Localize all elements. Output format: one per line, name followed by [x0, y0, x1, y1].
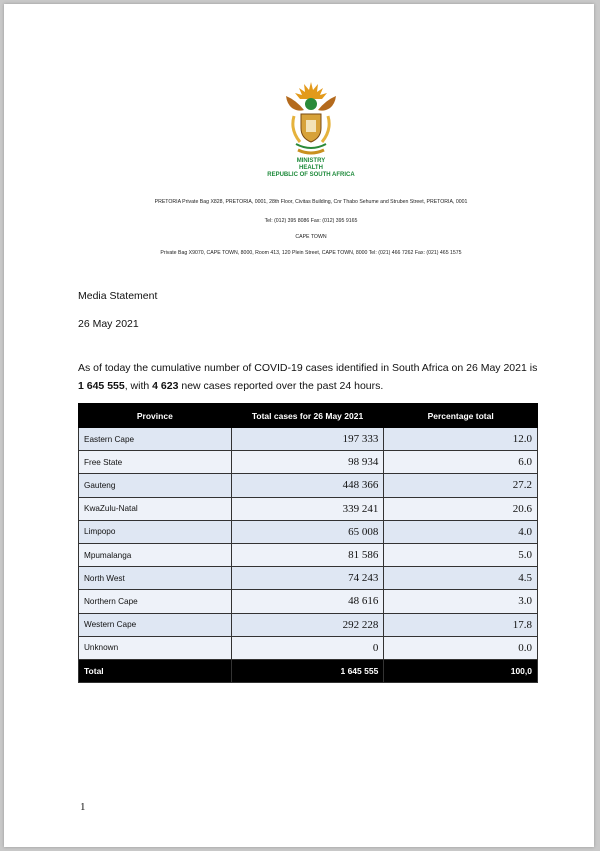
cases-cell: 292 228 [231, 613, 384, 636]
table-total-row [79, 659, 538, 682]
province-cell: KwaZulu-Natal [79, 497, 232, 520]
province-cases-table [78, 403, 538, 683]
cases-cell: 98 934 [231, 451, 384, 474]
table-row [79, 543, 538, 566]
percentage-cell: 3.0 [384, 590, 538, 613]
address-line: Private Bag X9070, CAPE TOWN, 8000, Room 413, 120 Plein Street, CAPE TOWN, 8000 Tel: (021) 466 7262 Fax: (021) 465 1575 [160, 250, 462, 256]
province-cell: Free State [79, 451, 232, 474]
ministry-name-line: HEALTH [299, 165, 323, 171]
total-percentage-cell: 100,0 [384, 659, 538, 682]
cases-cell: 339 241 [231, 497, 384, 520]
city-line: CAPE TOWN [295, 234, 327, 240]
table-row [79, 451, 538, 474]
intro-text-fragment: new cases reported over the past 24 hours. [178, 380, 384, 392]
page-number: 1 [80, 801, 86, 813]
percentage-cell: 4.0 [384, 520, 538, 543]
province-cell: Eastern Cape [79, 428, 232, 451]
table-row [79, 520, 538, 543]
percentage-cell: 5.0 [384, 543, 538, 566]
cases-cell: 448 366 [231, 474, 384, 497]
cases-cell: 0 [231, 636, 384, 659]
column-header-province: Province [79, 404, 232, 428]
province-cell: Northern Cape [79, 590, 232, 613]
table-header-row [79, 404, 538, 428]
percentage-cell: 12.0 [384, 428, 538, 451]
province-cell: Mpumalanga [79, 543, 232, 566]
cases-cell: 65 008 [231, 520, 384, 543]
intro-paragraph-line: As of today the cumulative number of COVID-19 cases identified in South Africa on 26 May 2021 is [78, 362, 538, 374]
total-cases-cell: 1 645 555 [231, 659, 384, 682]
table-row [79, 613, 538, 636]
cases-cell: 197 333 [231, 428, 384, 451]
address-line: PRETORIA Private Bag X828, PRETORIA, 0001, 28th Floor, Civitas Building, Cnr Thabo Sehume and Struben Street, PRETORIA, 0001 [154, 199, 468, 205]
province-cell: Limpopo [79, 520, 232, 543]
total-cases-value: 1 645 555 [78, 380, 125, 392]
percentage-cell: 4.5 [384, 567, 538, 590]
province-cell: Unknown [79, 636, 232, 659]
province-cell: Western Cape [79, 613, 232, 636]
table-row [79, 428, 538, 451]
intro-text-fragment: , with [124, 380, 153, 392]
column-header-percentage: Percentage total [384, 404, 538, 428]
percentage-cell: 0.0 [384, 636, 538, 659]
intro-paragraph-line [78, 380, 383, 392]
cases-cell: 74 243 [231, 567, 384, 590]
new-cases-value: 4 623 [152, 380, 179, 392]
percentage-cell: 27.2 [384, 474, 538, 497]
document-date: 26 May 2021 [78, 318, 139, 330]
percentage-cell: 20.6 [384, 497, 538, 520]
province-cell: North West [79, 567, 232, 590]
document-page [4, 4, 594, 847]
table-row [79, 636, 538, 659]
phone-fax-line: Tel: (012) 395 8086 Fax: (012) 395 9165 [264, 218, 358, 224]
table-row [79, 474, 538, 497]
ministry-name-line: REPUBLIC OF SOUTH AFRICA [267, 172, 355, 178]
table-row [79, 497, 538, 520]
percentage-cell: 17.8 [384, 613, 538, 636]
table-row [79, 590, 538, 613]
table-row [79, 567, 538, 590]
total-label-cell: Total [79, 659, 232, 682]
document-type: Media Statement [78, 290, 158, 302]
province-cell: Gauteng [79, 474, 232, 497]
ministry-name-line: MINISTRY [296, 158, 326, 164]
cases-cell: 81 586 [231, 543, 384, 566]
column-header-total-cases: Total cases for 26 May 2021 [231, 404, 384, 428]
cases-cell: 48 616 [231, 590, 384, 613]
percentage-cell: 6.0 [384, 451, 538, 474]
coat-of-arms-logo [282, 80, 340, 158]
